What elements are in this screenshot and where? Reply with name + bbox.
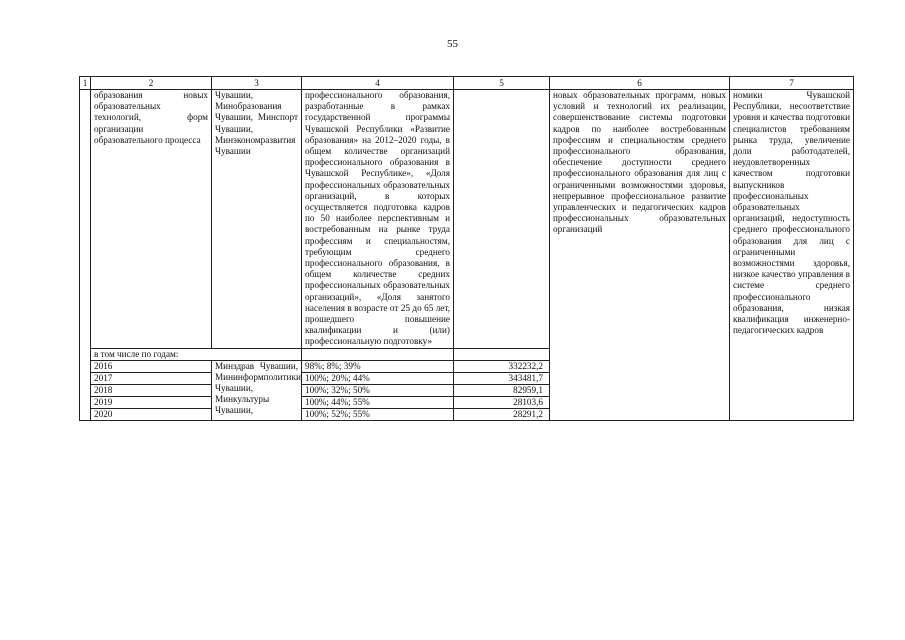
table-row-main	[80, 90, 854, 349]
col6-text: новых образовательных программ, новых условий и технологий их реализации, совершенствование системы подготовки кадров по наиболее востребованным профессиям и специальностям среднего профессионального образования, обеспечение доступности среднего профессионального образования для лиц с ограниченными возможностями здоровья, непрерывное профессиональное развитие управленческих и педагогических кадров профессиональных образовательных организаций	[550, 90, 730, 421]
year-indicators: 98%; 8%; 39%	[302, 360, 454, 372]
col5-cell	[454, 90, 550, 349]
year-indicators: 100%; 44%; 55%	[302, 396, 454, 408]
empty-cell	[302, 348, 454, 360]
header-cell: 3	[212, 77, 302, 90]
year-amount: 82959,1	[454, 384, 550, 396]
page-number: 55	[447, 38, 458, 50]
header-cell: 7	[730, 77, 854, 90]
program-table	[79, 76, 854, 421]
header-cell: 5	[454, 77, 550, 90]
year-cell: 2018	[91, 384, 212, 396]
table-header-row	[80, 77, 854, 90]
col7-text: номики Чувашской Республики, несоответствие уровня и качества подготовки специалистов требованиям рынка труда, увеличение доли работодателей, неудовлетворенных качеством подготовки выпускников профессиональных образовательных организаций, недоступность среднего профессионального образования для лиц с ограниченными возможностями здоровья, низкое качество управления в системе среднего профессионального образования, низкая квалификация инженерно-педагогических кадров	[730, 90, 854, 421]
year-amount: 28291,2	[454, 408, 550, 420]
year-amount: 343481,7	[454, 372, 550, 384]
header-cell: 6	[550, 77, 730, 90]
year-indicators: 100%; 52%; 55%	[302, 408, 454, 420]
year-cell: 2020	[91, 408, 212, 420]
col3-executors: Чувашии, Минобразования Чувашии, Минспорт Чувашии, Минэкономразвития Чувашии	[212, 90, 302, 349]
year-indicators: 100%; 32%; 50%	[302, 384, 454, 396]
years-executors: Минздрав Чувашии, Мининформполитики Чувашии, Минкультуры Чувашии,	[212, 360, 302, 420]
empty-cell	[454, 348, 550, 360]
header-cell: 2	[91, 77, 212, 90]
header-cell: 1	[80, 77, 91, 90]
year-cell: 2019	[91, 396, 212, 408]
col4-indicators: профессионального образования, разработанные в рамках государственной программы Чувашской Республики «Развитие образования» на 2012–2020 годы, в общем количестве организаций профессионального образования в Чувашской Республике», «Доля профессиональных образовательных организаций, в которых осуществляется подготовка кадров по 50 наиболее перспективным и востребованным на рынке труда профессиям и специальностям, требующим среднего профессионального образования, в общем количестве средних профессиональных образовательных организаций», «Доля занятого населения в возрасте от 25 до 65 лет, прошедшего повышение квалификации и (или) профессиональную подготовку»	[302, 90, 454, 349]
year-indicators: 100%; 20%; 44%	[302, 372, 454, 384]
col2-text: образования новых образовательных технологий, форм организации образовательного процесса	[91, 90, 212, 349]
year-cell: 2016	[91, 360, 212, 372]
header-cell: 4	[302, 77, 454, 90]
year-amount: 332232,2	[454, 360, 550, 372]
col1-cell	[80, 90, 91, 421]
year-amount: 28103,6	[454, 396, 550, 408]
year-cell: 2017	[91, 372, 212, 384]
by-years-label: в том числе по годам:	[91, 348, 302, 360]
